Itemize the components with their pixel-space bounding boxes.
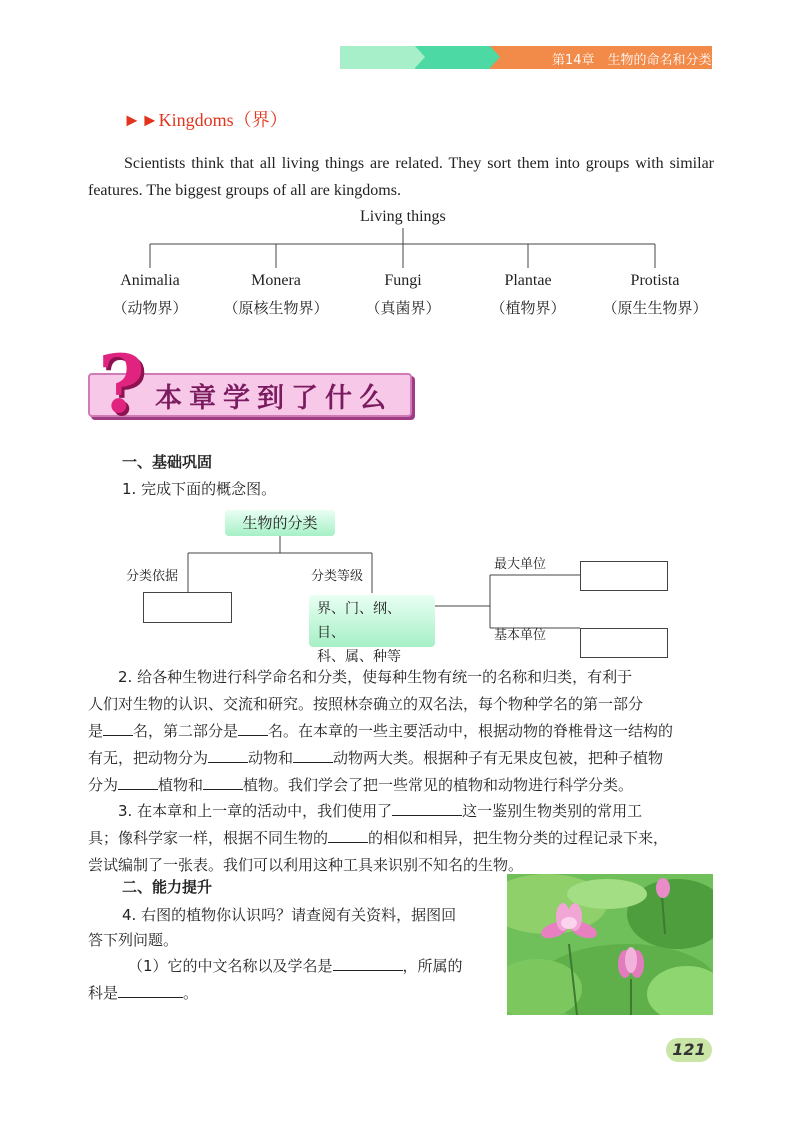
concept-levels-box: [309, 595, 435, 665]
lotus-bud: [656, 878, 670, 898]
text: 是: [88, 722, 104, 740]
kingdom-chinese: （动物界）: [112, 299, 188, 317]
kingdom-chinese: （原生生物界）: [602, 299, 708, 317]
answer-blank[interactable]: [333, 956, 403, 971]
question-2-line: [88, 718, 714, 745]
answer-box-basic[interactable]: [580, 628, 668, 658]
kingdom-name: Protista: [630, 272, 680, 289]
answer-blank[interactable]: [103, 721, 133, 736]
text: 动物两大类。根据种子有无果皮包被，把种子植物: [333, 749, 664, 767]
text: 3. 在本章和上一章的活动中，我们使用了: [118, 802, 393, 820]
text: 具；像科学家一样，根据不同生物的: [88, 829, 329, 847]
text: 名。在本章的一些主要活动中，根据动物的脊椎骨这一结构的: [268, 722, 674, 740]
text: 动物和: [248, 749, 294, 767]
question-2-line: 2. 给各种生物进行科学命名和分类，使每种生物有统一的名称和归类，有利于: [118, 668, 633, 686]
question-3-line: [88, 825, 714, 852]
text: 植物。我们学会了把一些常见的植物和动物进行科学分类。: [243, 776, 634, 794]
kingdom-tree-lines: [0, 0, 800, 300]
answer-blank[interactable]: [118, 775, 158, 790]
question-2-line: [88, 745, 714, 772]
question-2: [88, 664, 714, 799]
concept-levels-line: 界、门、纲、目、: [317, 601, 401, 641]
chapter-title: 第14章 生物的命名和分类: [552, 53, 712, 68]
page-number: 121: [666, 1038, 712, 1062]
text: 的相似和相异，把生物分类的过程记录下来，: [368, 829, 669, 847]
answer-box-basis[interactable]: [143, 592, 232, 623]
answer-blank[interactable]: [392, 801, 462, 816]
question-4-line: 答下列问题。: [88, 931, 179, 949]
answer-box-largest[interactable]: [580, 561, 668, 591]
answer-blank[interactable]: [203, 775, 243, 790]
question-2-line: 人们对生物的认识、交流和研究。按照林奈确立的双名法，每个物种学名的第一部分: [88, 695, 644, 713]
question-4-sub: [128, 955, 463, 976]
answer-blank[interactable]: [293, 748, 333, 763]
kingdom-chinese: （原核生物界）: [223, 299, 329, 317]
text: （1）它的中文名称以及学名是: [128, 957, 333, 975]
kingdom-chinese: （真菌界）: [365, 299, 441, 317]
concept-basic-label: 基本单位: [494, 628, 547, 643]
summary-banner-title: 本章学到了什么: [155, 383, 393, 414]
answer-blank[interactable]: [208, 748, 248, 763]
kingdom-name: Plantae: [504, 272, 552, 289]
text: 分为: [88, 776, 119, 794]
question-mark-icon: ?: [98, 337, 145, 431]
concept-basis-label: 分类依据: [126, 569, 179, 584]
concept-levels-label: 分类等级: [311, 569, 364, 584]
question-4-sub: [88, 982, 198, 1003]
answer-blank[interactable]: [328, 828, 368, 843]
text: 这一鉴别生物类别的常用工: [462, 802, 643, 820]
question-3-line: [88, 798, 714, 825]
kingdom-name: Fungi: [384, 272, 422, 289]
section-heading-advanced: 二、能力提升: [122, 878, 213, 896]
text: 科是: [88, 984, 119, 1002]
concept-levels-line: 科、属、种等: [317, 649, 401, 665]
question-3: [88, 798, 714, 879]
kingdoms-heading: ►►Kingdoms（界）: [123, 110, 288, 130]
section-heading-basic: 一、基础巩固: [122, 453, 213, 471]
concept-root-box: 生物的分类: [225, 510, 335, 536]
text: 。: [183, 984, 199, 1002]
lotus-photo: [507, 874, 713, 1015]
answer-blank[interactable]: [238, 721, 268, 736]
text: 植物和: [158, 776, 204, 794]
question-1: 1. 完成下面的概念图。: [122, 480, 277, 498]
kingdom-name: Monera: [251, 272, 301, 289]
question-3-line: 尝试编制了一张表。我们可以利用这种工具来识别不知名的生物。: [88, 856, 524, 874]
kingdom-name: Animalia: [120, 272, 180, 289]
text: 名，第二部分是: [133, 722, 239, 740]
kingdoms-paragraph: Scientists think that all living things are related. They sort them into groups with similar features. The biggest groups of all are kingdoms.: [88, 155, 714, 199]
text: 有无，把动物分为: [88, 749, 209, 767]
tree-root-label: Living things: [360, 208, 446, 225]
answer-blank[interactable]: [118, 983, 183, 998]
question-2-line: [88, 772, 714, 799]
question-4-line: 4. 右图的植物你认识吗？请查阅有关资料，据图回: [122, 906, 457, 924]
text: ，所属的: [402, 957, 463, 975]
concept-largest-label: 最大单位: [494, 557, 547, 572]
kingdom-chinese: （植物界）: [490, 299, 566, 317]
